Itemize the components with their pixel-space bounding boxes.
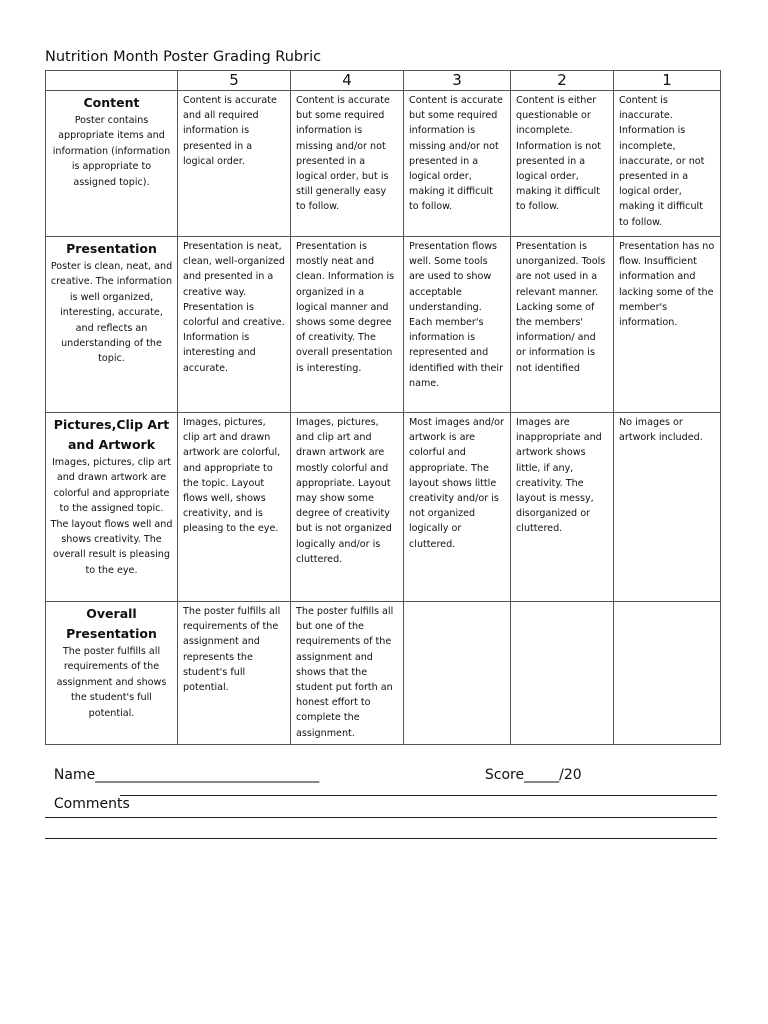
table-cell: Presentation flows well. Some tools are used to show acceptable understanding. Each member's information is represented and identified with their name.: [404, 237, 511, 413]
criterion-title: Presentation: [66, 241, 157, 256]
criterion-cell: [46, 237, 178, 413]
table-cell: Content is accurate and all required information is presented in a logical order.: [178, 91, 291, 237]
name-line: [45, 751, 319, 783]
criterion-cell: [46, 91, 178, 237]
header-cell-blank: [46, 71, 178, 91]
table-cell: Presentation is unorganized. Tools are not used in a relevant manner. Lacking some of the members' information/ and or information is not identified: [511, 237, 614, 413]
header-row: [46, 71, 721, 91]
table-cell: Images, pictures, clip art and drawn artwork are colorful, and appropriate to the topic. Layout flows well, shows creativity, and is pleasing to the eye.: [178, 413, 291, 602]
table-cell: Content is inaccurate. Information is incomplete, inaccurate, or not presented in a logical order, making it difficult to follow.: [614, 91, 721, 237]
criterion-title: Overall Presentation: [66, 606, 157, 641]
table-cell: Images are inappropriate and artwork shows little, if any, creativity. The layout is messy, disorganized or cluttered.: [511, 413, 614, 602]
table-row: [46, 237, 721, 413]
header-cell-score-2: 2: [511, 71, 614, 91]
rubric-table: [45, 70, 721, 745]
comments-field-line-2[interactable]: [45, 816, 717, 818]
table-cell: [511, 602, 614, 745]
criterion-cell: [46, 602, 178, 745]
comments-field-line-3[interactable]: [45, 837, 717, 839]
header-cell-score-5: 5: [178, 71, 291, 91]
criterion-description: The poster fulfills all requirements of the assignment and shows the student's full potential.: [56, 646, 167, 719]
document-title: Nutrition Month Poster Grading Rubric: [45, 49, 322, 65]
header-cell-score-3: 3: [404, 71, 511, 91]
comments-line: [45, 780, 130, 812]
table-row: [46, 602, 721, 745]
criterion-description: Images, pictures, clip art and drawn artwork are colorful and appropriate to the assigned topic. The layout flows well and shows creativity. The overall result is pleasing to the eye.: [50, 457, 173, 576]
table-cell: Most images and/or artwork is are colorful and appropriate. The layout shows little creativity and/or is not organized logically or cluttered.: [404, 413, 511, 602]
table-cell: Presentation is mostly neat and clean. Information is organized in a logical manner and shows some degree of creativity. The overall presentation is interesting.: [291, 237, 404, 413]
table-cell: Content is accurate but some required information is missing and/or not presented in a logical order, but is still generally easy to follow.: [291, 91, 404, 237]
table-cell: Presentation has no flow. Insufficient information and lacking some of the member's information.: [614, 237, 721, 413]
table-cell: The poster fulfills all but one of the requirements of the assignment and shows that the student put forth an honest effort to complete the assignment.: [291, 602, 404, 745]
table-cell: [614, 602, 721, 745]
name-field[interactable]: ________________________________: [95, 767, 320, 783]
table-cell: The poster fulfills all requirements of the assignment and represents the student's full potential.: [178, 602, 291, 745]
table-cell: Images, pictures, and clip art and drawn artwork are mostly colorful and appropriate. Layout may show some degree of creativity but is not organized logically and/or is cluttered.: [291, 413, 404, 602]
score-line: [476, 751, 582, 783]
table-cell: Content is either questionable or incomplete. Information is not presented in a logical order, making it difficult to follow.: [511, 91, 614, 237]
name-label: Name: [53, 767, 96, 783]
header-cell-score-1: 1: [614, 71, 721, 91]
score-total: /20: [559, 767, 582, 783]
criterion-description: Poster contains appropriate items and information (information is appropriate to assigned topic).: [52, 115, 171, 188]
table-row: [46, 91, 721, 237]
table-cell: Content is accurate but some required information is missing and/or not presented in a logical order, making it difficult to follow.: [404, 91, 511, 237]
criterion-title: Pictures,Clip Art and Artwork: [53, 417, 170, 452]
comments-label: Comments: [53, 796, 130, 812]
table-row: [46, 413, 721, 602]
criterion-cell: [46, 413, 178, 602]
criterion-description: Poster is clean, neat, and creative. The information is well organized, interesting, accurate, and reflects an understanding of the topic.: [50, 261, 173, 365]
table-cell: Presentation is neat, clean, well-organized and presented in a creative way. Presentation is colorful and creative. Information is interesting and accurate.: [178, 237, 291, 413]
criterion-title: Content: [83, 95, 140, 110]
comments-field-line-1[interactable]: [120, 794, 717, 796]
table-cell: [404, 602, 511, 745]
score-label: Score: [484, 767, 525, 783]
score-field[interactable]: _____: [524, 767, 560, 783]
header-cell-score-4: 4: [291, 71, 404, 91]
table-cell: No images or artwork included.: [614, 413, 721, 602]
